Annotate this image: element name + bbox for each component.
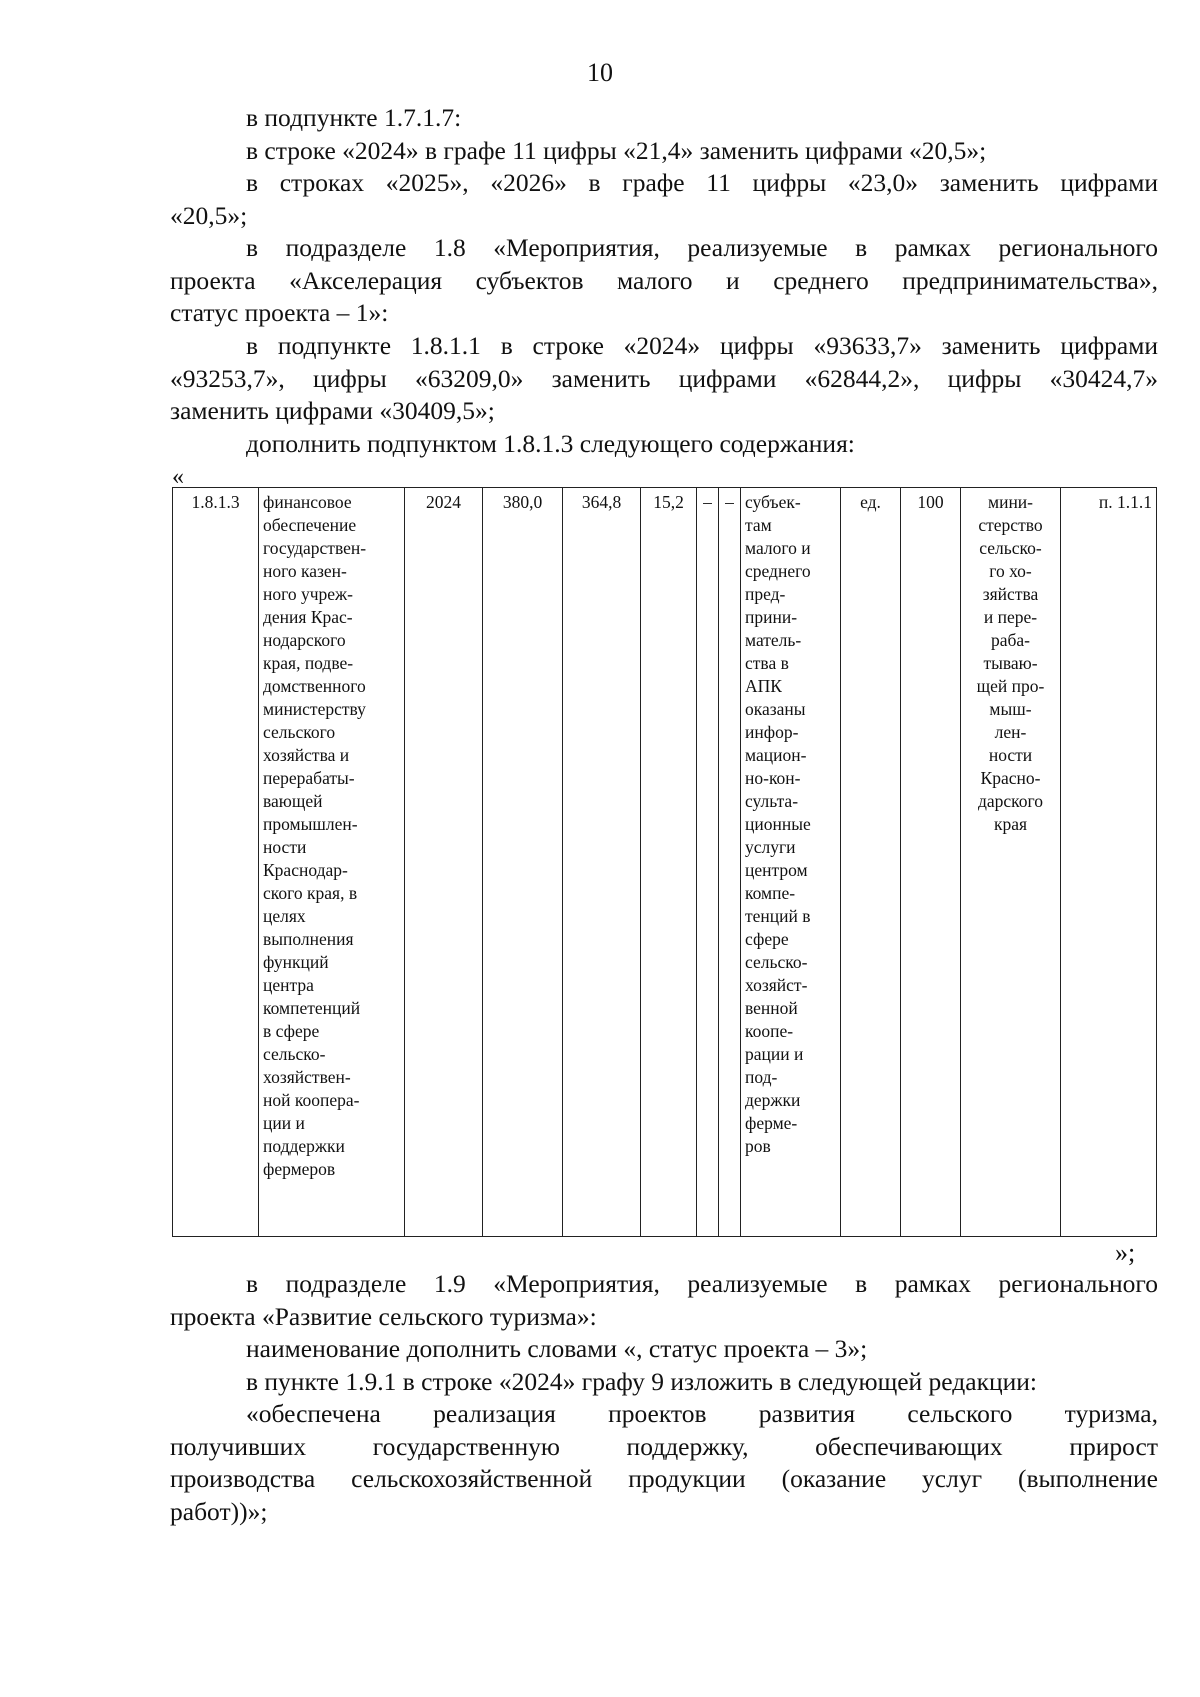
paragraph-7-line-1: в подразделе 1.9 «Мероприятия, реализуемые в рамках регионального [246, 1269, 1158, 1298]
paragraph-3-line-2: «20,5»; [170, 200, 248, 230]
inserted-table [172, 487, 1157, 1237]
paragraph-4-line-2: проекта «Акселерация субъектов малого и среднего предпринимательства», [170, 265, 1158, 295]
paragraph-6: дополнить подпунктом 1.8.1.3 следующего содержания: [246, 429, 855, 458]
paragraph-5-line-1: в подпункте 1.8.1.1 в строке «2024» цифры «93633,7» заменить цифрами [246, 331, 1158, 360]
cell-description: финансовое обеспечение государствен- ного казен- ного учреж- дения Крас- нодарского края, подве- домственного министерству сельского хозяйства и перерабаты- вающей промышлен- ности Краснодар- ского края, в целях выполнения функций центра компетенций в сфере сельско- хозяйствен- ной коопера- ции и поддержки фермеров [259, 488, 405, 1237]
paragraph-5-line-3: заменить цифрами «30409,5»; [170, 396, 495, 425]
cell-number: 1.8.1.3 [173, 488, 259, 1237]
paragraph-10-line-1: «обеспечена реализация проектов развития сельского туризма, [246, 1399, 1158, 1428]
cell-federal: 15,2 [641, 488, 697, 1237]
paragraph-10-line-4: работ))»; [170, 1496, 268, 1526]
paragraph-7-line-2: проекта «Развитие сельского туризма»: [170, 1301, 597, 1331]
cell-year: 2024 [405, 488, 483, 1237]
paragraph-3-line-1: в строках «2025», «2026» в графе 11 цифры «23,0» заменить цифрами [246, 168, 1158, 197]
paragraph-5 [170, 330, 1158, 428]
paragraph-9: в пункте 1.9.1 в строке «2024» графу 9 изложить в следующей редакции: [246, 1367, 1037, 1396]
cell-unit: ед. [841, 488, 901, 1237]
cell-dash-2: – [719, 488, 741, 1237]
cell-reference: п. 1.1.1 [1061, 488, 1157, 1237]
table-row [173, 488, 1157, 1237]
paragraph-10-line-3: производства сельскохозяйственной продукции (оказание услуг (выполнение [170, 1464, 1158, 1493]
paragraph-7 [170, 1268, 1158, 1333]
paragraph-1: в подпункте 1.7.1.7: [246, 103, 462, 132]
quote-open: « [172, 464, 184, 490]
cell-dash-1: – [697, 488, 719, 1237]
paragraph-5-line-2: «93253,7», цифры «63209,0» заменить цифрами «62844,2», цифры «30424,7» [170, 363, 1158, 393]
paragraph-4-line-3: статус проекта – 1»: [170, 298, 389, 327]
cell-total: 380,0 [483, 488, 563, 1237]
cell-organization: мини- стерство сельско- го хо- зяйства и пере- раба- тываю- щей про- мыш- лен- ности Красно- дарского края [961, 488, 1061, 1237]
page-number: 10 [587, 58, 613, 87]
paragraph-8: наименование дополнить словами «, статус проекта – 3»; [246, 1334, 868, 1363]
quote-close: »; [1115, 1238, 1136, 1267]
paragraph-10-line-2: получивших государственную поддержку, обеспечивающих прирост [170, 1431, 1158, 1461]
paragraph-10 [170, 1398, 1158, 1528]
cell-count: 100 [901, 488, 961, 1237]
paragraph-4 [170, 232, 1158, 330]
paragraph-4-line-1: в подразделе 1.8 «Мероприятия, реализуемые в рамках регионального [246, 233, 1158, 262]
paragraph-2: в строке «2024» в графе 11 цифры «21,4» заменить цифрами «20,5»; [246, 136, 987, 165]
cell-result: субъек- там малого и среднего пред- прини- матель- ства в АПК оказаны инфор- мацион- но-кон- сульта- ционные услуги центром компе- тенций в сфере сельско- хозяйст- венной коопе- рации и под- держки фермe- ров [741, 488, 841, 1237]
paragraph-3 [170, 167, 1158, 232]
cell-regional: 364,8 [563, 488, 641, 1237]
